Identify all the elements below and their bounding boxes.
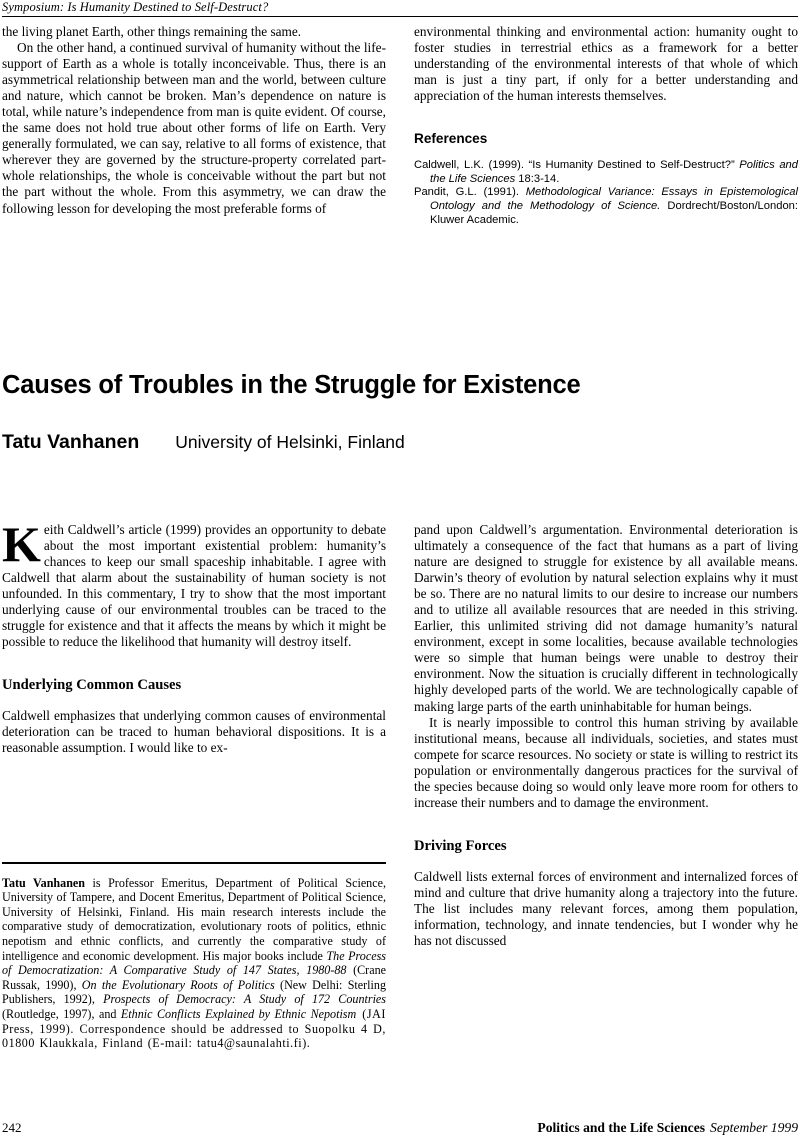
paragraph-continued-right: environmental thinking and environmental action: humanity ought to foster studies in terrestrial ethics as a framework for a better understanding of the environmental interests of that whole of which man is just a tiny part, if only for a better understanding and appreciation of the human interests themselves. bbox=[414, 24, 798, 104]
reference-pre: Pandit, G.L. (1991). bbox=[414, 186, 526, 199]
footnote-segment-4: (Routledge, 1997), and bbox=[2, 1006, 121, 1021]
footnote-rule bbox=[2, 862, 386, 864]
section-paragraph-underlying-common-causes: Caldwell emphasizes that underlying common causes of environmental deterioration can be traced to human behavioral dispositions. It is a reasonable assumption. I would like to ex- bbox=[2, 708, 386, 756]
reference-source-italic: Politics and the Life Sciences bbox=[430, 159, 798, 185]
article-byline bbox=[2, 431, 405, 454]
section-heading-underlying-common-causes: Underlying Common Causes bbox=[2, 677, 182, 694]
heading-spacer bbox=[2, 650, 386, 676]
running-head-rule bbox=[2, 16, 798, 17]
footnote-segment-5: (JAI Press, 1999). Correspondence should be addressed to Suopolku 4 D, 01800 Klaukkala, Finland (E-mail: tatu4@saunalahti.fi). bbox=[2, 1006, 386, 1051]
article-title: Causes of Troubles in the Struggle for Existence bbox=[2, 371, 581, 399]
paragraph-asymmetry: On the other hand, a continued survival of humanity without the life-support of Earth as a whole is totally inconceivable. Thus, there is an asymmetrical relationship between man and the world, between culture and nature, which cannot be broken. Man’s dependence on nature is total, while nature’s independence from man is quite evident. Of course, the same does not hold true about other forms of life on Earth. Very generally formulated, we can say, relative to all forms of existence, that wherever they are governed by the structure-property correlated part-whole relationships, the whole is conceivable without the part but not the part without the whole. From this asymmetry, we can draw the following lesson for developing the most preferable forms of bbox=[2, 40, 386, 216]
footnote-segment-2: (Crane Russak, 1990), bbox=[2, 963, 386, 992]
footnote-text bbox=[2, 876, 386, 1051]
page-footer bbox=[2, 1120, 798, 1136]
author-affiliation: University of Helsinki, Finland bbox=[175, 432, 405, 452]
paragraph-environmental-deterioration: pand upon Caldwell’s argumentation. Environmental deterioration is ultimately a consequence of the fact that humans as a part of living nature are designed to struggle for existence by all available means. Darwin’s theory of evolution by natural selection explains why it must be so. There are no natural limits to our desire to increase our numbers and to utilize all available resources that are needed in this striving. Earlier, this unlimited striving did not damage humanity’s natural environment, except in some localities, because available technologies were so simple that human beings were unable to destroy their environment. Now the situation is crucially different in technologically highly developed parts of the world. We are technologically capable of making large parts of the earth uninhabitable for human beings. bbox=[414, 522, 798, 714]
paragraph-institutional-means: It is nearly impossible to control this human striving by available institutional means, because all individuals, societies, and states must compete for scarce resources. No society or state is willing to restrict its population or environmentally dangerous practices for the survival of the species because doing so would only leave more room for others to increase their numbers and to damage the environment. bbox=[414, 714, 798, 810]
footnote-segment-3: (New Delhi: Sterling Publishers, 1992), bbox=[2, 977, 386, 1007]
footer-journal-info bbox=[537, 1120, 798, 1136]
heading-spacer bbox=[414, 811, 798, 837]
references-spacer bbox=[414, 104, 798, 131]
running-head: Symposium: Is Humanity Destined to Self-Destruct? bbox=[2, 0, 269, 14]
reference-post: Dordrecht/Boston/London: Kluwer Academic. bbox=[430, 200, 798, 226]
section-heading-driving-forces: Driving Forces bbox=[414, 837, 507, 854]
drop-cap: K bbox=[2, 516, 41, 572]
footnote-author-name: Tatu Vanhanen bbox=[2, 875, 86, 890]
footnote-book-title-3: Prospects of Democracy: A Study of 172 Countries bbox=[103, 992, 386, 1007]
references-heading: References bbox=[414, 131, 488, 147]
footnote-book-title-2: On the Evolutionary Roots of Politics bbox=[81, 977, 275, 992]
article-right-column bbox=[414, 522, 798, 949]
section-paragraph-driving-forces: Caldwell lists external forces of environment and internalized forces of mind and culture that drive humanity along a trajectory into the future. The list includes many relevant forces, among them population, information, technology, and innate tendencies, but I wonder why he has not discussed bbox=[414, 868, 798, 949]
journal-issue: September 1999 bbox=[710, 1120, 798, 1135]
paragraph-continued-left: the living planet Earth, other things remaining the same. bbox=[2, 24, 302, 39]
heading-spacer-after bbox=[414, 855, 798, 869]
footnote-segment-1: is Professor Emeritus, Department of Political Science, University of Tampere, and Docent Emeritus, Department of Political Science, University of Helsinki, Finland. His main research interests include the comparative study of democratization, evolutionary roots of politics, ethnic nepotism and ethnic conflicts, and currently the comparative study of intelligence and economic development. His major books include bbox=[2, 875, 386, 963]
reference-entry bbox=[414, 186, 798, 227]
footnote-book-title-4: Ethnic Conflicts Explained by Ethnic Nepotism bbox=[120, 1006, 357, 1021]
reference-source-italic: Methodological Variance: Essays in Epistemological Ontology and the Methodology of Science. bbox=[430, 186, 798, 213]
author-footnote bbox=[2, 862, 386, 1051]
author-name: Tatu Vanhanen bbox=[2, 431, 140, 453]
opening-paragraph bbox=[2, 516, 386, 650]
opening-paragraph-text: eith Caldwell’s article (1999) provides an opportunity to debate about the most important existential problem: humanity’s chances to keep our small spaceship inhabitable. I agree with Caldwell that alarm about the sustainability of human society is not unfounded. In this commentary, I try to show that the most important underlying cause of our environmental troubles can be traced to the struggle for existence and that it affects the means by which it might be possible to reduce the likelihood that humanity will destroy itself. bbox=[2, 522, 386, 650]
previous-article-columns bbox=[2, 24, 798, 227]
previous-article-right-column bbox=[414, 24, 798, 227]
page-number: 242 bbox=[2, 1120, 22, 1135]
previous-article-left-column bbox=[2, 24, 386, 227]
reference-post: 18:3-14. bbox=[515, 172, 560, 185]
reference-pre: Caldwell, L.K. (1999). “Is Humanity Destined to Self-Destruct?” bbox=[414, 159, 740, 172]
heading-spacer-after bbox=[2, 694, 386, 708]
reference-entry bbox=[414, 159, 798, 186]
journal-name: Politics and the Life Sciences bbox=[537, 1120, 706, 1135]
footnote-book-title-1: The Process of Democratization: A Comparative Study of 147 States, 1980-88 bbox=[2, 948, 386, 978]
